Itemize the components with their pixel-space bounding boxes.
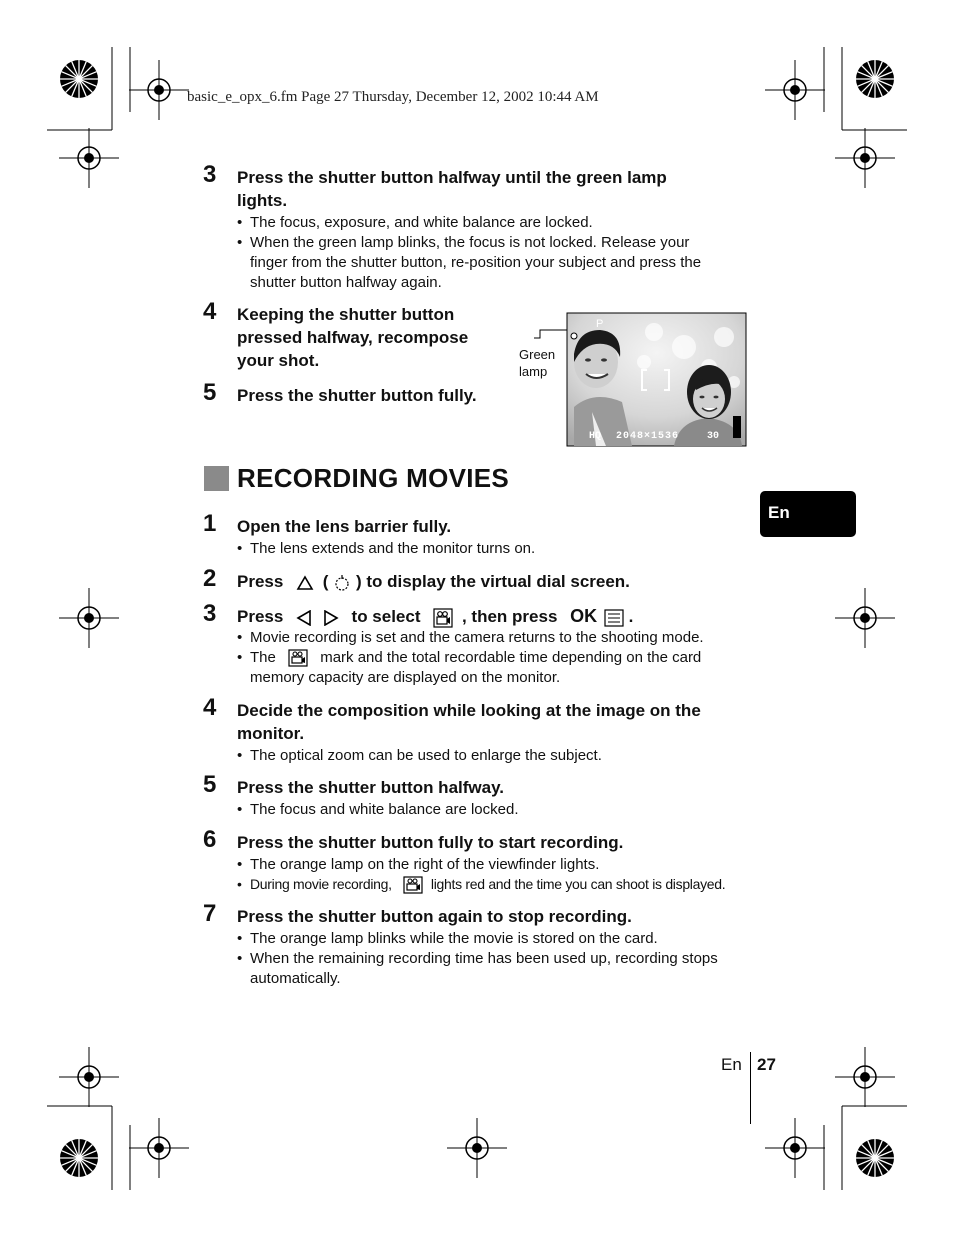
step-text: Press bbox=[237, 607, 284, 626]
step-text: Press the shutter button again to stop recording. bbox=[237, 907, 632, 926]
step-number: 6 bbox=[203, 826, 217, 853]
file-info-header: basic_e_opx_6.fm Page 27 Thursday, December 12, 2002 10:44 AM bbox=[187, 89, 599, 105]
bullet-item: • Movie recording is set and the camera returns to the shooting mode. bbox=[237, 628, 704, 648]
bullet-item: • When the remaining recording time has been used up, recording stops bbox=[237, 949, 718, 969]
bullet-continuation: automatically. bbox=[250, 970, 341, 987]
step-text: Keeping the shutter button bbox=[237, 305, 455, 324]
language-tab: En bbox=[760, 491, 856, 537]
bullet-item: • The orange lamp blinks while the movie is stored on the card. bbox=[237, 929, 658, 949]
step-number: 1 bbox=[203, 510, 217, 537]
bullet-item-row bbox=[237, 648, 701, 668]
step-text: ( bbox=[322, 572, 329, 591]
bullet-continuation: shutter button halfway again. bbox=[250, 274, 442, 291]
up-arrow-icon bbox=[296, 575, 314, 591]
step-number: 4 bbox=[203, 298, 217, 325]
step-text: . bbox=[628, 607, 634, 626]
step-text: Press the shutter button halfway until the green lamp bbox=[237, 168, 667, 187]
step-text: to select bbox=[351, 607, 421, 626]
step-number: 3 bbox=[203, 161, 217, 188]
step-number: 2 bbox=[203, 565, 217, 592]
mode-indicator: P bbox=[596, 318, 604, 330]
right-arrow-icon bbox=[323, 610, 339, 626]
page-number: 27 bbox=[757, 1055, 776, 1074]
step-number: 7 bbox=[203, 900, 217, 927]
monitor-photo bbox=[534, 312, 748, 448]
step-text: ) to display the virtual dial screen. bbox=[355, 572, 630, 591]
bullet-item: • The focus and white balance are locked. bbox=[237, 800, 519, 820]
star-target-icon bbox=[60, 1139, 98, 1177]
resolution-indicator: 2048×1536 bbox=[616, 431, 680, 442]
step-text-row bbox=[237, 605, 633, 628]
figure-caption: Green bbox=[519, 347, 556, 362]
ok-button-label: OK bbox=[570, 606, 598, 626]
step-text: monitor. bbox=[237, 724, 305, 743]
movie-camera-icon bbox=[403, 876, 423, 894]
mode-dial-icon bbox=[333, 574, 351, 592]
quality-indicator: HQ bbox=[589, 431, 602, 442]
step-text: pressed halfway, recompose bbox=[237, 328, 469, 347]
section-marker bbox=[204, 466, 229, 491]
step-number: 5 bbox=[203, 379, 217, 406]
step-text: Press the shutter button fully to start recording. bbox=[237, 833, 624, 852]
step-text: Decide the composition while looking at the image on the bbox=[237, 701, 701, 720]
step-number: 4 bbox=[203, 694, 217, 721]
step-text-row bbox=[237, 570, 630, 593]
step-number: 3 bbox=[203, 600, 217, 627]
bullet-item: • The optical zoom can be used to enlarge the subject. bbox=[237, 746, 602, 766]
bullet-continuation: finger from the shutter button, re-position your subject and press the bbox=[250, 254, 702, 271]
frames-remaining: 30 bbox=[707, 431, 720, 442]
step-text: Press the shutter button fully. bbox=[237, 386, 477, 405]
footer-divider bbox=[750, 1052, 751, 1124]
footer-language: En bbox=[721, 1055, 742, 1074]
step-text: lights. bbox=[237, 191, 288, 210]
bullet-item-row bbox=[237, 874, 725, 894]
bullet-continuation: memory capacity are displayed on the monitor. bbox=[250, 669, 561, 686]
bullet-item: • The orange lamp on the right of the viewfinder lights. bbox=[237, 855, 599, 875]
figure-caption: lamp bbox=[519, 364, 548, 379]
bullet-item: • When the green lamp blinks, the focus is not locked. Release your bbox=[237, 233, 689, 253]
left-arrow-icon bbox=[296, 610, 312, 626]
step-number: 5 bbox=[203, 771, 217, 798]
star-target-icon bbox=[856, 1139, 894, 1177]
step-text: Open the lens barrier fully. bbox=[237, 517, 452, 536]
star-target-icon bbox=[60, 60, 98, 98]
bullet-item: • The lens extends and the monitor turns on. bbox=[237, 539, 535, 559]
step-text: Press bbox=[237, 572, 284, 591]
movie-camera-icon bbox=[433, 608, 453, 628]
star-target-icon bbox=[856, 60, 894, 98]
bullet-text: During movie recording, bbox=[250, 876, 392, 892]
step-text: Press the shutter button halfway. bbox=[237, 778, 505, 797]
section-title: RECORDING MOVIES bbox=[237, 463, 510, 493]
step-text: , then press bbox=[461, 607, 558, 626]
bullet-item: • The focus, exposure, and white balance are locked. bbox=[237, 213, 593, 233]
menu-list-icon bbox=[604, 609, 624, 627]
bullet-text: mark and the total recordable time depending on the card bbox=[320, 649, 702, 666]
movie-camera-icon bbox=[288, 649, 308, 667]
bullet-text: lights red and the time you can shoot is displayed. bbox=[430, 876, 726, 892]
step-text: your shot. bbox=[237, 351, 320, 370]
battery-indicator bbox=[733, 416, 741, 438]
bullet-text: The bbox=[250, 649, 276, 666]
